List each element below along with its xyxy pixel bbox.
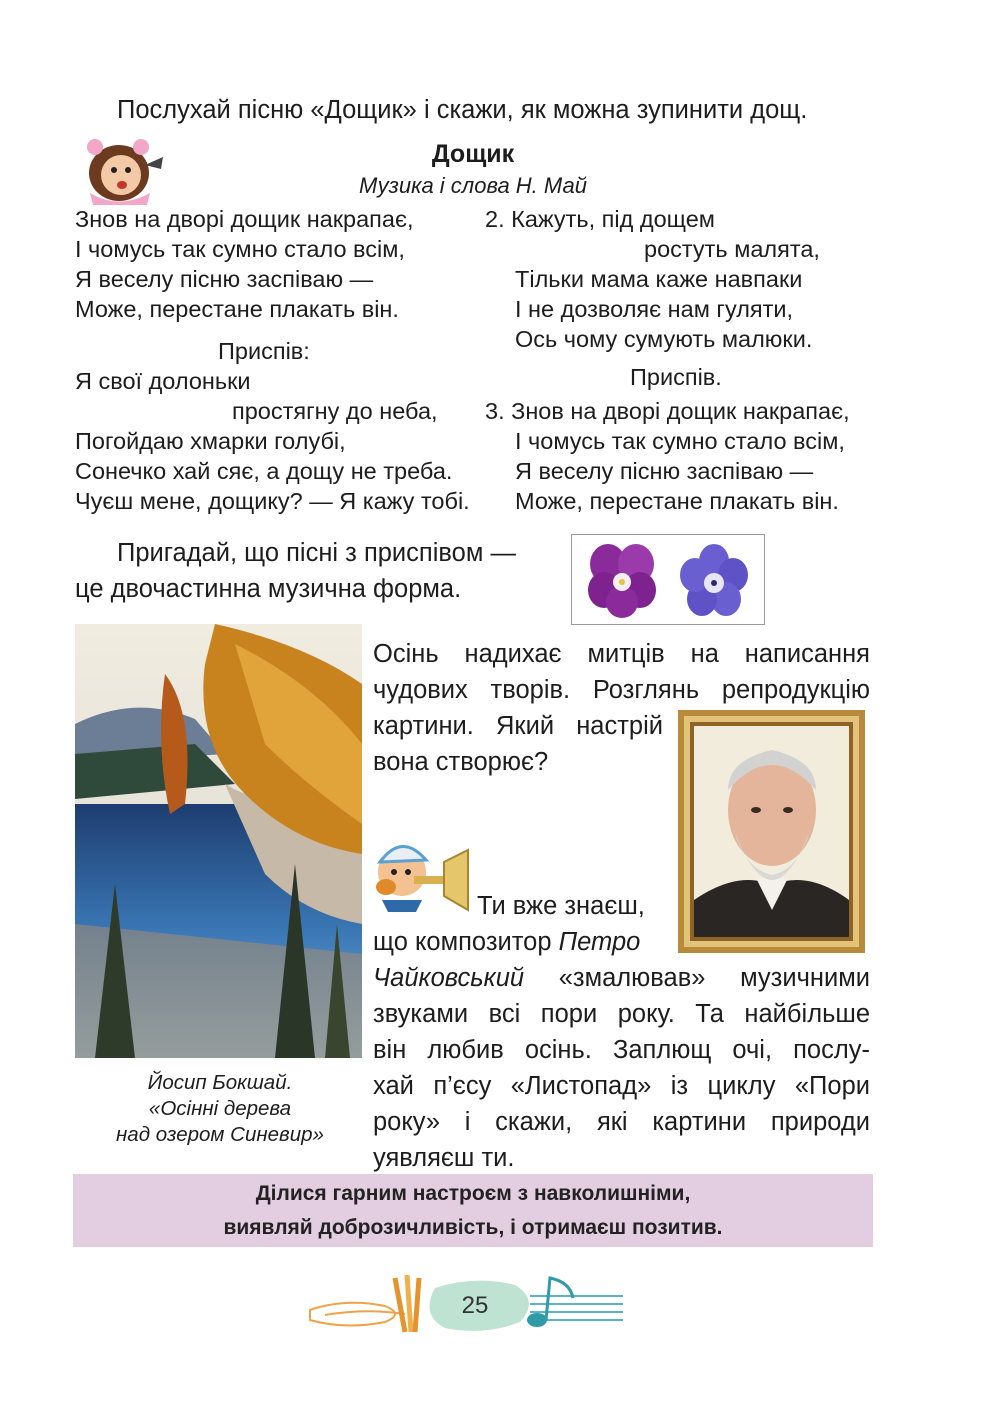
autumn-line: вона створює? <box>373 748 549 776</box>
verse-line: Може, перестане плакать він. <box>75 296 399 322</box>
composer-first-name: Петро <box>558 928 641 956</box>
portrait-image <box>678 710 865 953</box>
verse-line: 3. Знов на дворі дощик накрапає, <box>485 398 850 424</box>
verse-line: Тільки мама каже навпаки <box>515 266 803 292</box>
know-line: хай п’єсу «Листопад» із циклу «Пори <box>373 1072 870 1100</box>
refrain-label: Приспів: <box>218 338 310 364</box>
verse-3 <box>485 396 850 516</box>
remember-line: це двочастинна музична форма. <box>75 575 462 603</box>
page-number: 25 <box>461 1292 489 1319</box>
verse-line: І чомусь так сумно стало всім, <box>75 236 405 262</box>
painting-image <box>75 624 362 1058</box>
verse-2 <box>485 204 820 354</box>
composer-last-name: Чайковський <box>373 964 525 992</box>
refrain-label-2: Приспів. <box>630 364 722 390</box>
banner-line: Ділися гарним настроєм з навколишніми, <box>255 1182 691 1205</box>
composer-portrait <box>678 710 865 953</box>
know-line: він любив осінь. Заплющ очі, послу- <box>373 1036 870 1064</box>
trumpet-kid-illustration <box>372 832 472 912</box>
know-line <box>373 924 640 960</box>
refrain-line: Сонечко хай сяє, а дощу не треба. <box>75 458 453 484</box>
song-title: Дощик <box>431 140 515 168</box>
know-line: звуками всі пори року. Та найбільше <box>373 1000 870 1028</box>
caption-line: Йосип Бокшай. <box>147 1071 293 1094</box>
autumn-line: чудових творів. Розглянь репродукцію <box>373 676 870 704</box>
verse-line: Я веселу пісню заспіваю — <box>75 266 374 292</box>
autumn-line: Осінь надихає митців на написання <box>373 640 870 668</box>
remember-line: Пригадай, що пісні з приспівом — <box>117 539 516 567</box>
refrain-line: простягну до неба, <box>232 398 438 424</box>
painting-caption <box>90 1070 350 1148</box>
know-line <box>373 960 870 996</box>
know-line: Ти вже знаєш, <box>477 892 645 920</box>
intro-text: Послухай пісню «Дощик» і скажи, як можна зупинити дощ. <box>117 96 808 124</box>
verse-line: І чомусь так сумно стало всім, <box>515 428 845 454</box>
verse-line: Я веселу пісню заспіваю — <box>515 458 814 484</box>
banner-line: виявляй доброзичливість, і отримаєш позитив. <box>223 1216 723 1239</box>
autumn-painting <box>75 624 362 1058</box>
know-text: що композитор <box>373 928 559 956</box>
verse-1 <box>75 204 414 324</box>
know-line: року» і скажи, які картини природи <box>373 1108 870 1136</box>
refrain-line: Чуєш мене, дощику? — Я кажу тобі. <box>75 488 470 514</box>
tip-banner <box>73 1174 873 1247</box>
verse-line: Знов на дворі дощик накрапає, <box>75 206 414 232</box>
flowers-image <box>571 534 765 625</box>
refrain-line: Я свої долоньки <box>75 368 251 394</box>
verse-line: Може, перестане плакать він. <box>515 488 839 514</box>
violet-flowers-icon <box>572 535 764 624</box>
caption-line: «Осінні дерева <box>148 1097 292 1120</box>
refrain-line: Погойдаю хмарки голубі, <box>75 428 346 454</box>
caption-line: над озером Синевир» <box>116 1123 324 1146</box>
remember-paragraph <box>75 535 516 607</box>
refrain <box>75 366 470 516</box>
know-text: «змалював» музичними <box>524 964 870 992</box>
verse-line: І не дозволяє нам гуляти, <box>515 296 794 322</box>
verse-line: ростуть малята, <box>644 236 820 262</box>
know-line: уявляєш ти. <box>373 1144 515 1172</box>
song-author: Музика і слова Н. Май <box>359 173 587 198</box>
autumn-line: картини. Який настрій <box>373 712 663 740</box>
verse-line: 2. Кажуть, під дощем <box>485 206 715 232</box>
verse-line: Ось чому сумують малюки. <box>515 326 813 352</box>
